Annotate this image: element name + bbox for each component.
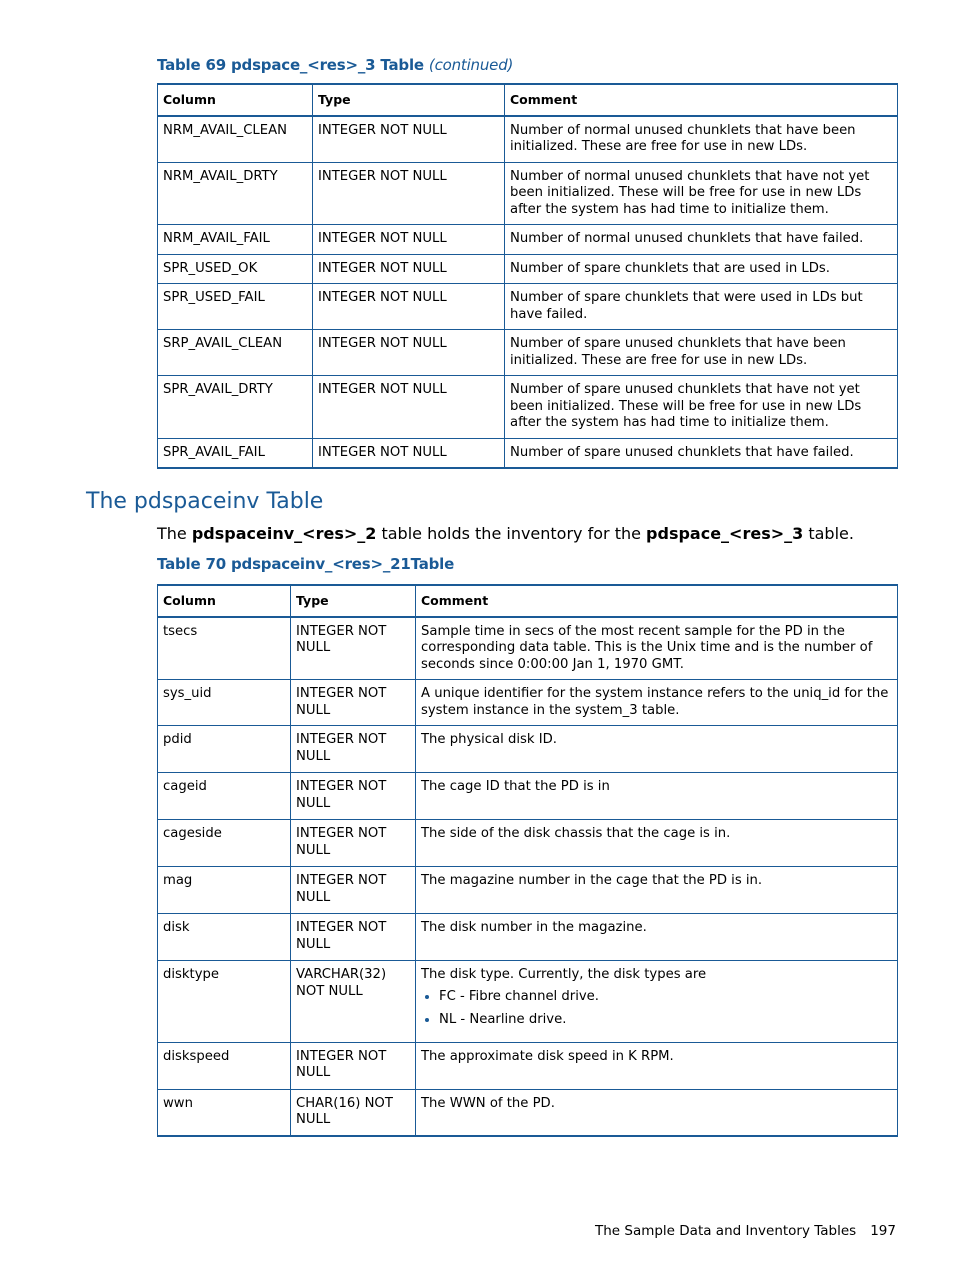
cell-comment: Number of normal unused chunklets that have been initialized. These are free for use in new LDs.: [505, 116, 898, 163]
cell-type: INTEGER NOT NULL: [313, 254, 505, 284]
para-text: table.: [803, 524, 854, 543]
cell-column: SPR_USED_OK: [158, 254, 313, 284]
table-row: [158, 867, 898, 914]
table-row: [158, 914, 898, 961]
table-row: [158, 116, 898, 163]
cell-comment-text: The disk type. Currently, the disk types are: [421, 967, 707, 982]
table-row: [158, 284, 898, 330]
cell-type: INTEGER NOT NULL: [291, 867, 416, 914]
cell-comment: Number of spare unused chunklets that have failed.: [505, 438, 898, 468]
column-header: Column: [158, 585, 291, 617]
cell-type: INTEGER NOT NULL: [291, 617, 416, 680]
cell-column: disktype: [158, 961, 291, 1043]
cell-column: NRM_AVAIL_CLEAN: [158, 116, 313, 163]
para-bold-table-name: pdspace_<res>_3: [646, 524, 804, 543]
table-header-row: [158, 84, 898, 116]
column-header: Column: [158, 84, 313, 116]
cell-type: INTEGER NOT NULL: [291, 680, 416, 726]
table-row: [158, 330, 898, 376]
cell-column: cageside: [158, 820, 291, 867]
column-header: Comment: [505, 84, 898, 116]
cell-column: diskspeed: [158, 1042, 291, 1089]
cell-comment: The magazine number in the cage that the PD is in.: [416, 867, 898, 914]
column-header: Type: [313, 84, 505, 116]
cell-comment: Number of spare unused chunklets that have not yet been initialized. These will be free for use in new LDs after the system has had time to initialize them.: [505, 376, 898, 439]
cell-type: CHAR(16) NOT NULL: [291, 1089, 416, 1136]
cell-type: INTEGER NOT NULL: [313, 225, 505, 255]
table-row: [158, 162, 898, 225]
table-header-row: [158, 585, 898, 617]
table-row: [158, 1089, 898, 1136]
cell-comment: The cage ID that the PD is in: [416, 773, 898, 820]
cell-column: wwn: [158, 1089, 291, 1136]
cell-type: INTEGER NOT NULL: [291, 726, 416, 773]
table-69-caption-text: Table 69 pdspace_<res>_3 Table: [157, 56, 424, 74]
cell-comment: The WWN of the PD.: [416, 1089, 898, 1136]
cell-comment: Number of normal unused chunklets that have not yet been initialized. These will be free for use in new LDs after the system has had time to initialize them.: [505, 162, 898, 225]
cell-type: INTEGER NOT NULL: [313, 438, 505, 468]
cell-type: INTEGER NOT NULL: [291, 1042, 416, 1089]
cell-column: NRM_AVAIL_DRTY: [158, 162, 313, 225]
cell-type: INTEGER NOT NULL: [313, 116, 505, 163]
section-heading: The pdspaceinv Table: [86, 489, 324, 514]
table-row: [158, 254, 898, 284]
cell-column: SPR_USED_FAIL: [158, 284, 313, 330]
page-footer: [595, 1223, 896, 1239]
table-row: [158, 680, 898, 726]
cell-comment: A unique identifier for the system instance refers to the uniq_id for the system instance in the system_3 table.: [416, 680, 898, 726]
cell-column: disk: [158, 914, 291, 961]
cell-comment: Number of spare chunklets that were used in LDs but have failed.: [505, 284, 898, 330]
table-row: [158, 225, 898, 255]
list-item: • FC - Fibre channel drive.: [439, 989, 892, 1006]
cell-type: INTEGER NOT NULL: [291, 914, 416, 961]
column-header: Comment: [416, 585, 898, 617]
cell-comment: The disk number in the magazine.: [416, 914, 898, 961]
cell-column: tsecs: [158, 617, 291, 680]
footer-section-title: The Sample Data and Inventory Tables: [594, 1223, 857, 1239]
table-row: [158, 726, 898, 773]
table-row: [158, 617, 898, 680]
table-row: [158, 773, 898, 820]
table-69-caption: [157, 56, 513, 74]
table-row: [158, 376, 898, 439]
para-bold-table-name: pdspaceinv_<res>_2: [191, 524, 377, 543]
column-header: Type: [291, 585, 416, 617]
cell-comment: Sample time in secs of the most recent sample for the PD in the corresponding data table. This is the Unix time and is the number of seconds since 0:00:00 Jan 1, 1970 GMT.: [416, 617, 898, 680]
cell-comment: Number of spare chunklets that are used in LDs.: [505, 254, 898, 284]
table-row: [158, 820, 898, 867]
disktype-bullet-list: [421, 989, 892, 1029]
para-text: The: [157, 524, 192, 543]
cell-type: INTEGER NOT NULL: [313, 162, 505, 225]
cell-column: sys_uid: [158, 680, 291, 726]
table-69: [157, 83, 898, 469]
cell-column: pdid: [158, 726, 291, 773]
table-row: [158, 961, 898, 1043]
cell-type: INTEGER NOT NULL: [291, 773, 416, 820]
cell-comment: The side of the disk chassis that the cage is in.: [416, 820, 898, 867]
cell-type: INTEGER NOT NULL: [291, 820, 416, 867]
cell-column: SPR_AVAIL_FAIL: [158, 438, 313, 468]
cell-comment: The physical disk ID.: [416, 726, 898, 773]
section-paragraph: [157, 524, 854, 543]
cell-column: NRM_AVAIL_FAIL: [158, 225, 313, 255]
cell-type: INTEGER NOT NULL: [313, 376, 505, 439]
cell-comment: [416, 961, 898, 1043]
table-70: [157, 584, 898, 1137]
table-69-caption-suffix: (continued): [428, 56, 514, 74]
cell-type: INTEGER NOT NULL: [313, 284, 505, 330]
para-text: table holds the inventory for the: [376, 524, 647, 543]
cell-column: SPR_AVAIL_DRTY: [158, 376, 313, 439]
cell-type: INTEGER NOT NULL: [313, 330, 505, 376]
cell-type: VARCHAR(32) NOT NULL: [291, 961, 416, 1043]
cell-comment: Number of normal unused chunklets that have failed.: [505, 225, 898, 255]
table-row: [158, 1042, 898, 1089]
table-row: [158, 438, 898, 468]
page-number: 197: [870, 1223, 896, 1239]
cell-comment: The approximate disk speed in K RPM.: [416, 1042, 898, 1089]
cell-column: mag: [158, 867, 291, 914]
list-item: • NL - Nearline drive.: [439, 1012, 892, 1029]
cell-column: cageid: [158, 773, 291, 820]
table-70-caption: Table 70 pdspaceinv_<res>_21Table: [157, 555, 455, 573]
cell-column: SRP_AVAIL_CLEAN: [158, 330, 313, 376]
cell-comment: Number of spare unused chunklets that have been initialized. These are free for use in new LDs.: [505, 330, 898, 376]
